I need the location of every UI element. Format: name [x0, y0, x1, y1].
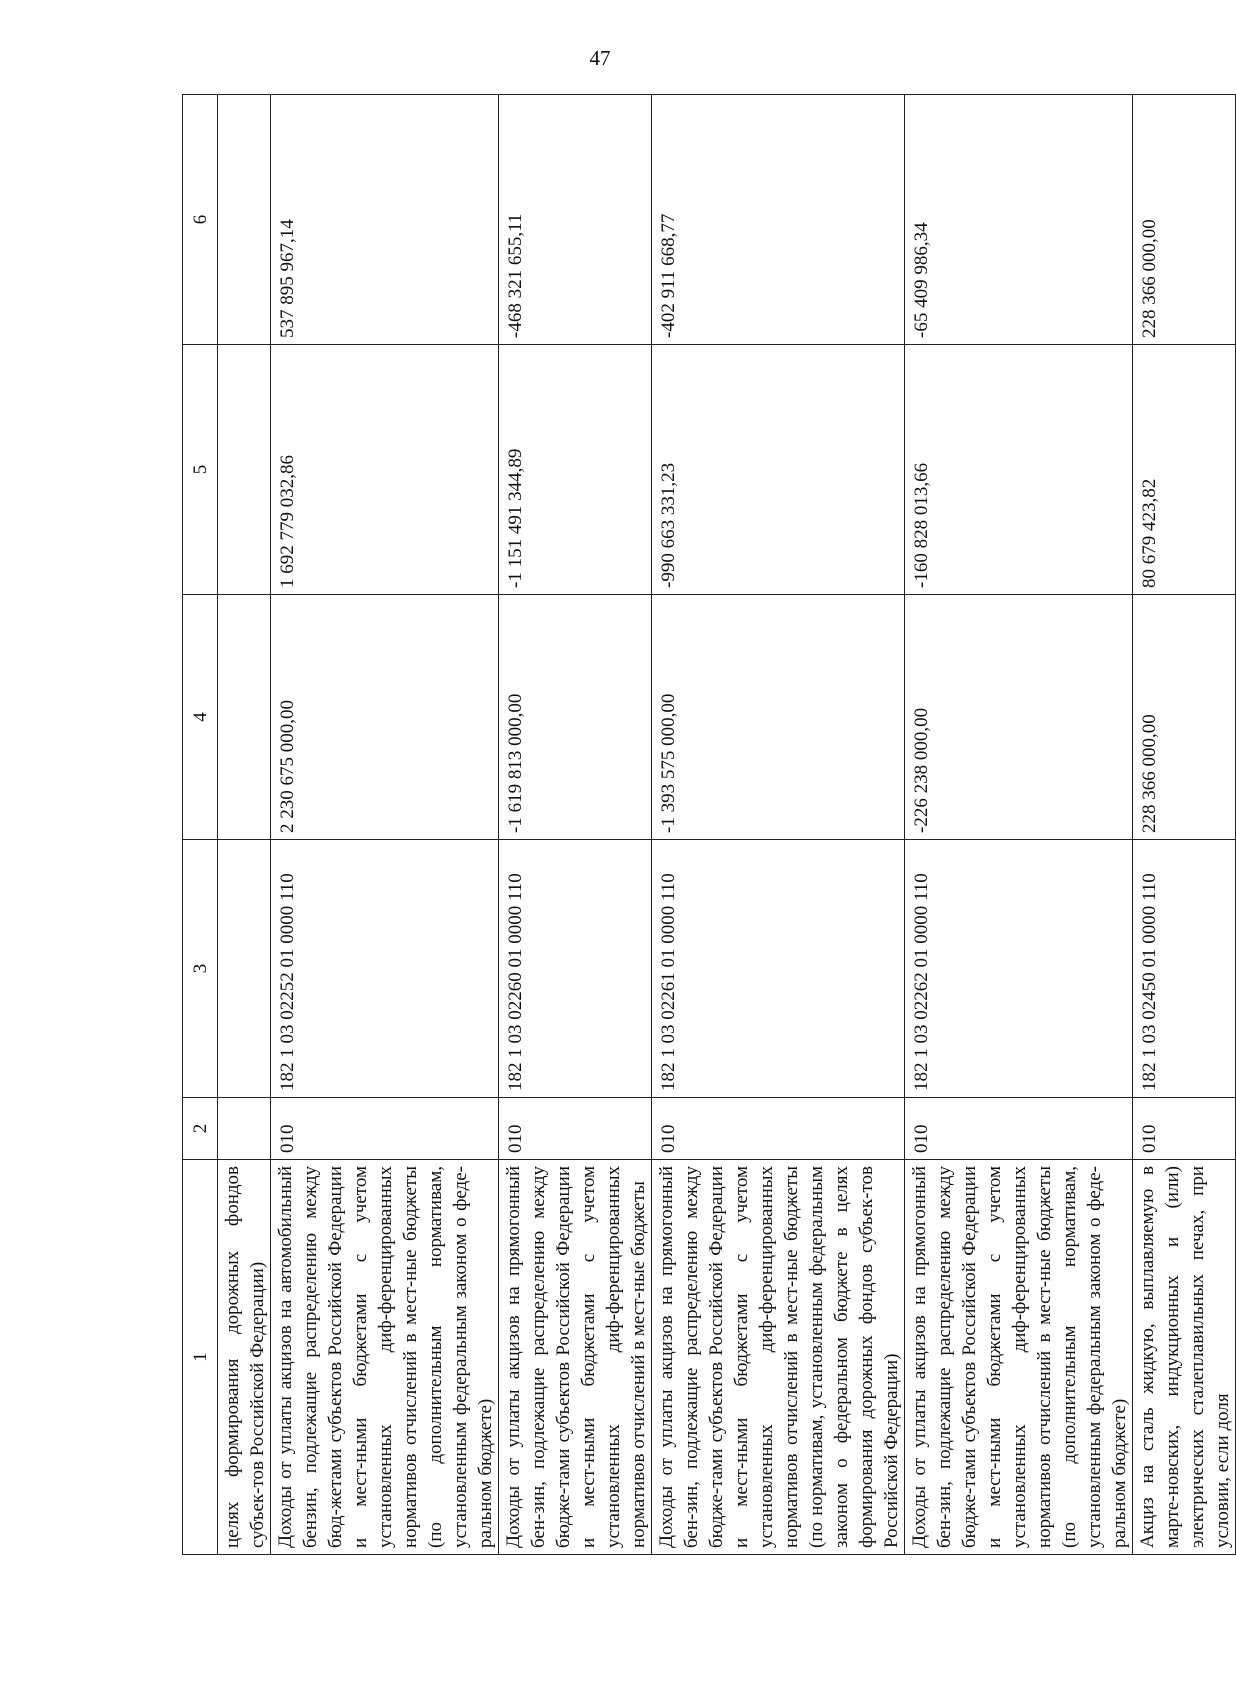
row-value-col6: -402 911 668,77 — [652, 95, 905, 345]
row-value-col4: -1 619 813 000,00 — [499, 595, 652, 840]
table-row — [1133, 95, 1236, 1555]
row-value-col6: 228 366 000,00 — [1133, 95, 1236, 345]
row-value-col6: -468 321 655,11 — [499, 95, 652, 345]
row-value-col5: -1 151 491 344,89 — [499, 345, 652, 595]
header-cell-3: 3 — [183, 840, 218, 1098]
row-classification-code: 182 1 03 02262 01 0000 110 — [905, 840, 1133, 1098]
row-description: целях формирования дорожных фондов субъек-тов Российской Федерации) — [218, 1160, 271, 1555]
rotated-table-wrapper — [182, 95, 1233, 1555]
row-value-col4: 228 366 000,00 — [1133, 595, 1236, 840]
row-line-code: 010 — [905, 1098, 1133, 1160]
table-row — [499, 95, 652, 1555]
row-line-code: 010 — [499, 1098, 652, 1160]
header-row — [183, 95, 218, 1555]
row-value-col4 — [218, 595, 271, 840]
table-row — [271, 95, 499, 1555]
row-value-col6: 537 895 967,14 — [271, 95, 499, 345]
revenue-table — [182, 94, 1236, 1555]
row-description: Доходы от уплаты акцизов на прямогонный бен-зин, подлежащие распределению между бюдже-тами субъектов Российской Федерации и мест-ными бюджетами с учетом установленных диф-ференцированных нормативов отчислений в мест-ные бюджеты (по дополнительным нормативам, установленным федеральным законом о феде-ральном бюджете) — [905, 1160, 1133, 1555]
row-value-col5: 1 692 779 032,86 — [271, 345, 499, 595]
row-description: Акциз на сталь жидкую, выплавляемую в марте-новских, индукционных и (или) электрических сталеплавильных печах, при условии, если доля — [1133, 1160, 1236, 1555]
row-classification-code: 182 1 03 02260 01 0000 110 — [499, 840, 652, 1098]
row-value-col6: -65 409 986,34 — [905, 95, 1133, 345]
table-row — [218, 95, 271, 1555]
row-value-col5 — [218, 345, 271, 595]
header-cell-6: 6 — [183, 95, 218, 345]
row-line-code: 010 — [271, 1098, 499, 1160]
table-row — [905, 95, 1133, 1555]
row-value-col5: 80 679 423,82 — [1133, 345, 1236, 595]
header-cell-4: 4 — [183, 595, 218, 840]
table-row — [652, 95, 905, 1555]
row-description: Доходы от уплаты акцизов на прямогонный бен-зин, подлежащие распределению между бюдже-тами субъектов Российской Федерации и мест-ными бюджетами с учетом установленных диф-ференцированных нормативов отчислений в мест-ные бюджеты (по нормативам, установленным федеральным законом о федеральном бюджете в целях формирования дорожных фондов субъек-тов Российской Федерации) — [652, 1160, 905, 1555]
row-classification-code: 182 1 03 02252 01 0000 110 — [271, 840, 499, 1098]
row-value-col4: 2 230 675 000,00 — [271, 595, 499, 840]
row-description: Доходы от уплаты акцизов на прямогонный бен-зин, подлежащие распределению между бюдже-тами субъектов Российской Федерации и мест-ными бюджетами с учетом установленных диф-ференцированных нормативов отчислений в мест-ные бюджеты — [499, 1160, 652, 1555]
row-line-code: 010 — [1133, 1098, 1236, 1160]
row-value-col6 — [218, 95, 271, 345]
row-value-col5: -160 828 013,66 — [905, 345, 1133, 595]
row-classification-code: 182 1 03 02450 01 0000 110 — [1133, 840, 1236, 1098]
page-number: 47 — [589, 46, 611, 70]
row-description: Доходы от уплаты акцизов на автомобильный бензин, подлежащие распределению между бюд-жетами субъектов Российской Федерации и мест-ными бюджетами с учетом установленных диф-ференцированных нормативов отчислений в мест-ные бюджеты (по дополнительным нормативам, установленным федеральным законом о феде-ральном бюджете) — [271, 1160, 499, 1555]
row-classification-code: 182 1 03 02261 01 0000 110 — [652, 840, 905, 1098]
row-value-col4: -226 238 000,00 — [905, 595, 1133, 840]
row-value-col4: -1 393 575 000,00 — [652, 595, 905, 840]
row-line-code — [218, 1098, 271, 1160]
header-cell-1: 1 — [183, 1160, 218, 1555]
row-classification-code — [218, 840, 271, 1098]
row-line-code: 010 — [652, 1098, 905, 1160]
header-cell-2: 2 — [183, 1098, 218, 1160]
header-cell-5: 5 — [183, 345, 218, 595]
row-value-col5: -990 663 331,23 — [652, 345, 905, 595]
